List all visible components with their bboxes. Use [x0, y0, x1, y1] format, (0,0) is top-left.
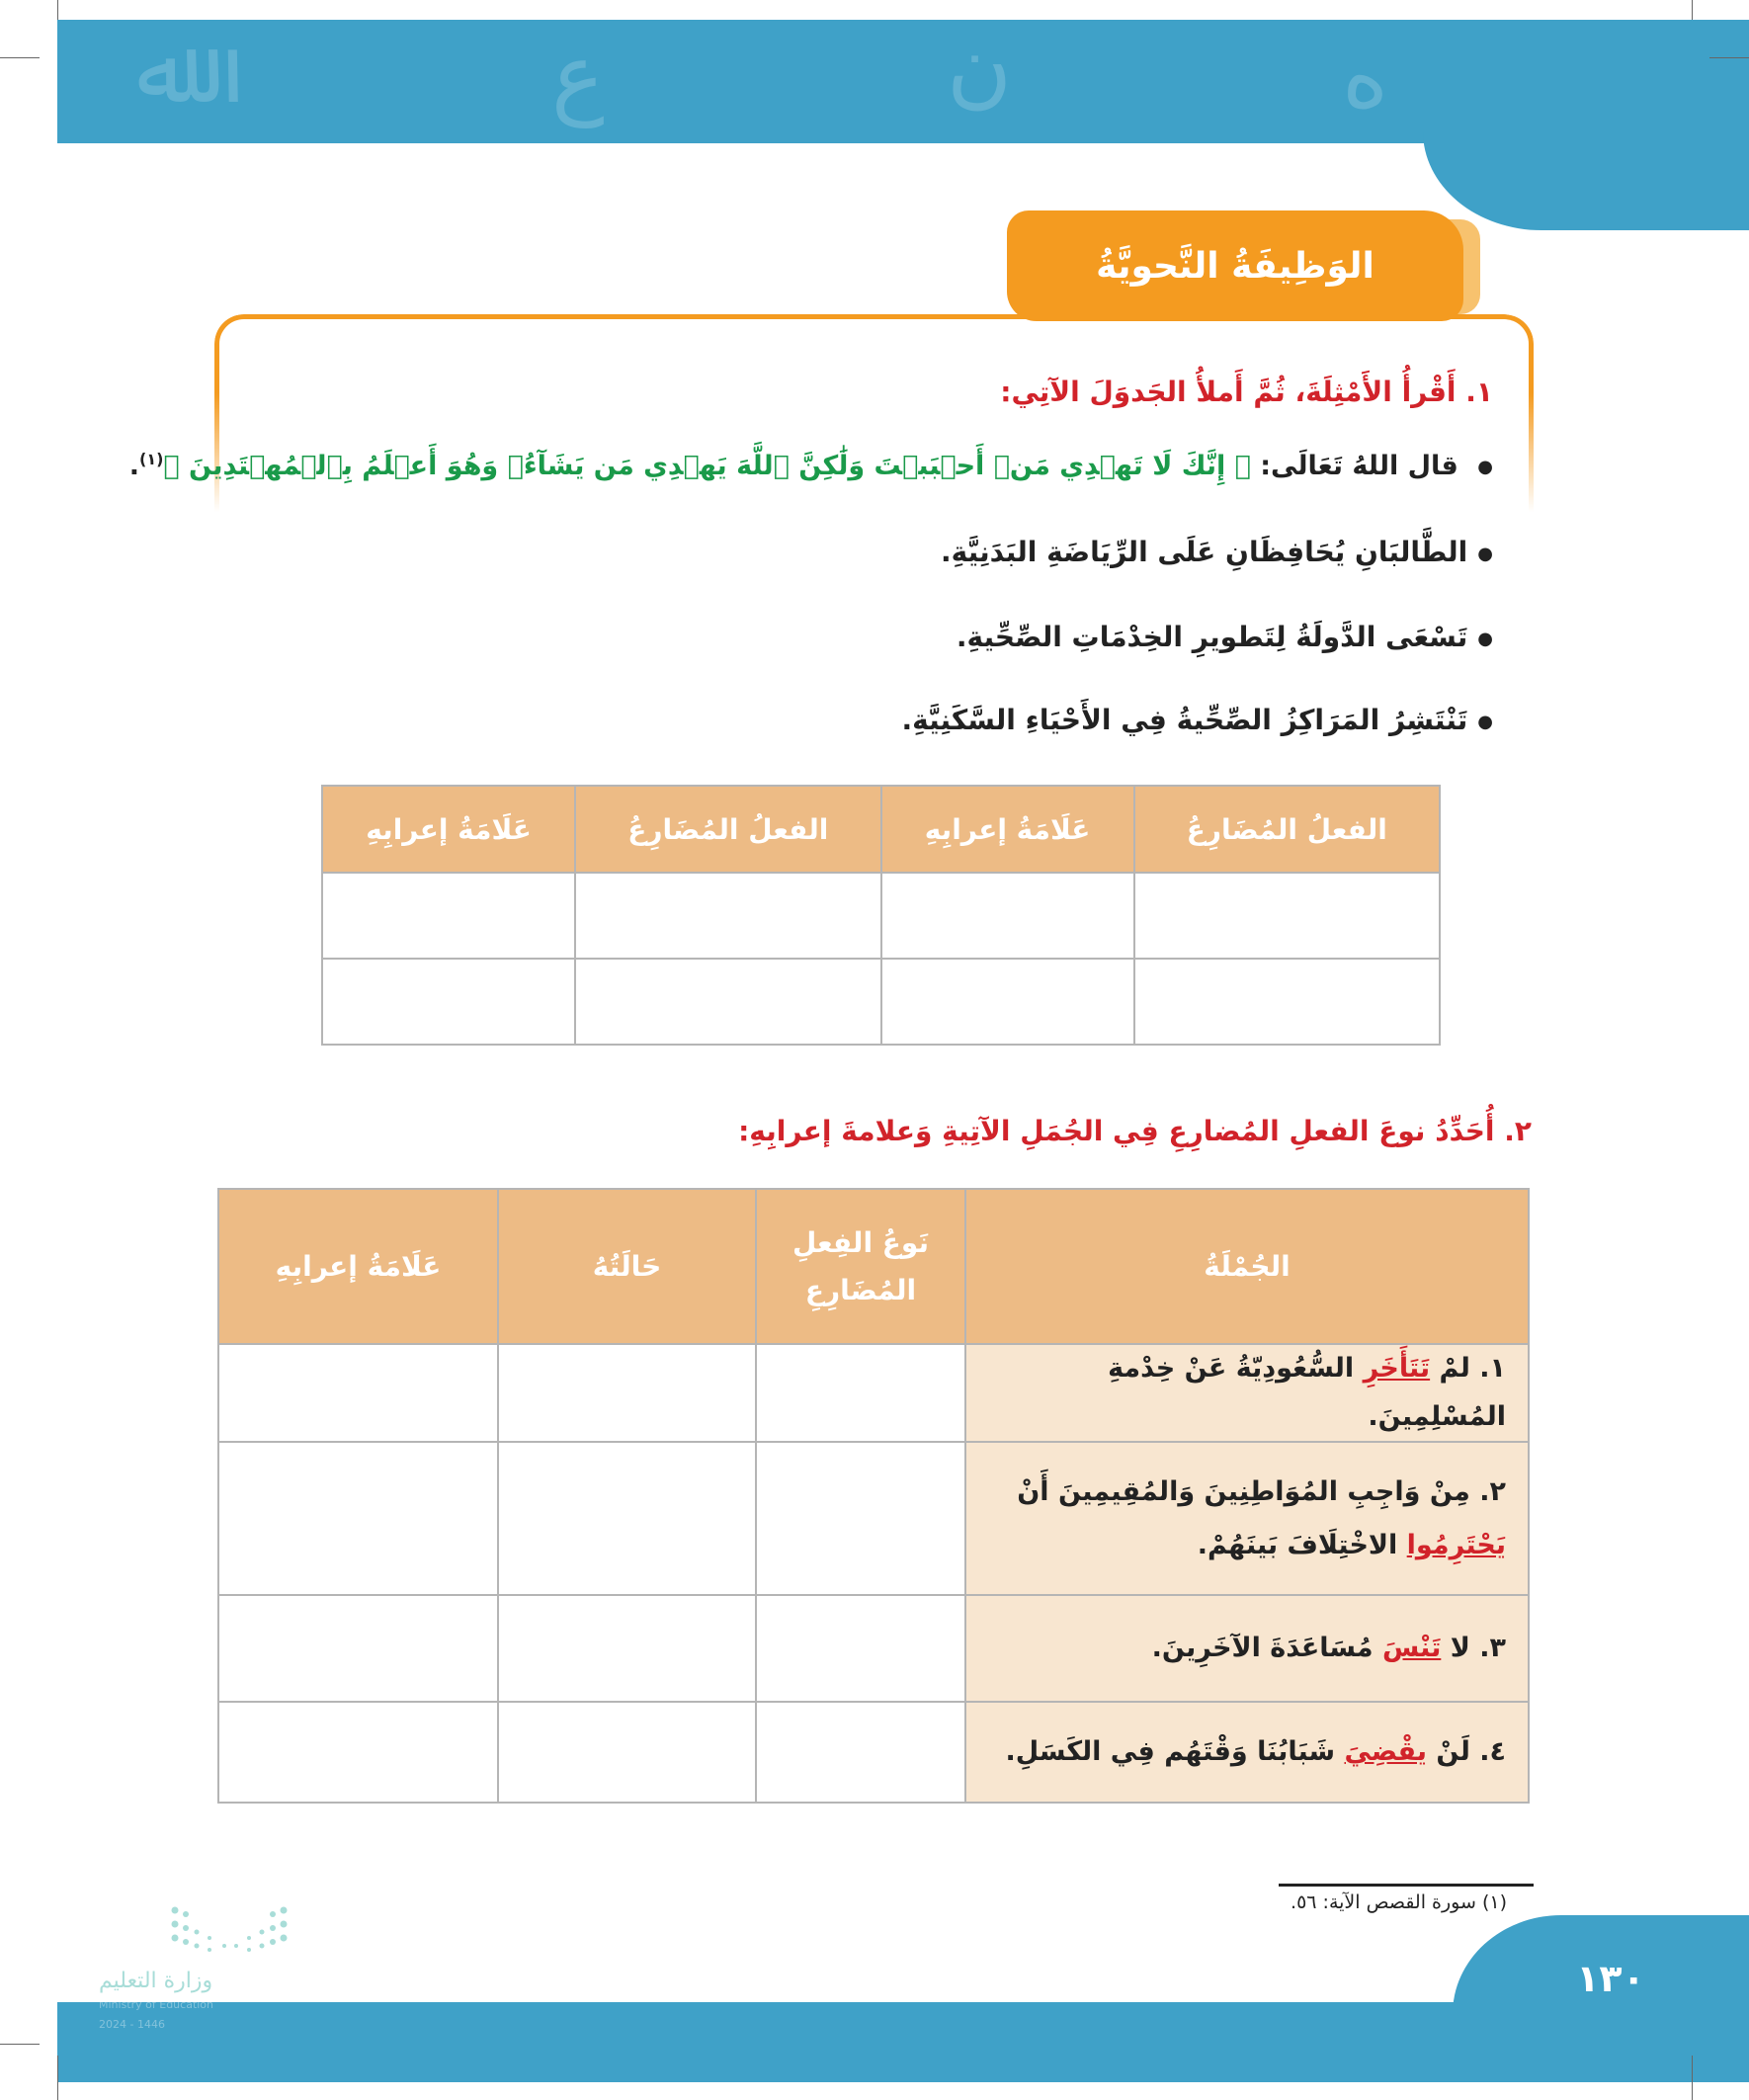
- answer-cell[interactable]: [218, 1442, 498, 1595]
- answer-cell[interactable]: [1134, 873, 1440, 959]
- table-row: [218, 1344, 1529, 1442]
- highlighted-verb: يَحْتَرِمُوا: [1406, 1529, 1506, 1560]
- sentence-cell: [965, 1344, 1529, 1442]
- highlighted-verb: يقْضِيَ: [1344, 1735, 1427, 1767]
- sentence-text: مِنْ وَاجِبِ المُوَاطِنِينَ وَالمُقِيمِينَ أَنْ: [1017, 1475, 1470, 1507]
- answer-cell[interactable]: [498, 1442, 756, 1595]
- answer-cell[interactable]: [218, 1595, 498, 1702]
- row-number: ٣.: [1469, 1632, 1506, 1663]
- sentence-text: السُّعُودِيّةُ عَنْ خِدْمةِ المُسْلِمِينَ.: [1108, 1353, 1506, 1432]
- crop-mark: [1692, 2056, 1693, 2100]
- logo-dots-icon: [170, 1902, 289, 1962]
- table-row: [218, 1702, 1529, 1803]
- sentence-text: الاخْتِلَافَ بَينَهُمْ.: [1197, 1529, 1407, 1560]
- highlighted-verb: تَتَأَخَرِ: [1363, 1353, 1431, 1384]
- answer-cell[interactable]: [218, 1344, 498, 1442]
- footnote-divider: [1279, 1884, 1534, 1887]
- sentence-text: مُسَاعَدَةَ الآخَرِينَ.: [1151, 1632, 1382, 1663]
- answer-cell[interactable]: [218, 1702, 498, 1803]
- logo-text-en: Ministry of Education: [99, 1998, 214, 2011]
- q1-table: [321, 785, 1441, 1046]
- table-row: [322, 959, 1440, 1045]
- crop-mark: [57, 0, 58, 20]
- q1-heading: ١. أَقْرأُ الأَمْثِلَةَ، ثُمَّ أَملأُ الجَدوَلَ الآتِي:: [1000, 376, 1493, 408]
- highlighted-verb: تَنْسَ: [1382, 1632, 1442, 1663]
- logo-text-ar: وزارة التعليم: [99, 1969, 213, 1993]
- q2-heading: ٢. أُحَدِّدُ نوعَ الفعلِ المُضارِعِ فِي الجُمَلِ الآتِيةِ وَعلامةَ إعرابِهِ:: [738, 1115, 1532, 1147]
- q2-header-sign: عَلَامَةُ إعرابِهِ: [218, 1189, 498, 1344]
- answer-cell[interactable]: [881, 959, 1134, 1045]
- ministry-logo: [99, 1897, 326, 2031]
- table-row: [322, 873, 1440, 959]
- table-row: [218, 1442, 1529, 1595]
- answer-cell[interactable]: [498, 1344, 756, 1442]
- answer-cell[interactable]: [322, 873, 575, 959]
- sentence-cell: [965, 1442, 1529, 1595]
- section-frame: [214, 314, 1534, 512]
- q2-header-state: حَالَتُهُ: [498, 1189, 756, 1344]
- answer-cell[interactable]: [756, 1442, 965, 1595]
- sentence-text: لمْ: [1430, 1353, 1470, 1384]
- quran-verse: ﴿ إِنَّكَ لَا تَهۡدِي مَنۡ أَحۡبَبۡتَ وَلَٰكِنَّ ٱللَّهَ يَهۡدِي مَن يَشَآءُۚ وَهُوَ أَعۡلَمُ بِٱلۡمُهۡتَدِينَ ﴾: [163, 451, 1251, 481]
- crop-mark: [1692, 0, 1693, 20]
- row-number: ٢.: [1469, 1475, 1506, 1507]
- row-number: ٤.: [1469, 1735, 1506, 1767]
- footnote: (١) سورة القصص الآية: ٥٦.: [1291, 1891, 1507, 1913]
- q2-table: [217, 1188, 1530, 1804]
- answer-cell[interactable]: [881, 873, 1134, 959]
- row-number: ١.: [1469, 1353, 1506, 1384]
- bullet-2: ● الطَّالبَانِ يُحَافِظَانِ عَلَى الرِّيَاضَةِ البَدَنِيَّةِ.: [941, 536, 1493, 568]
- bullet-3: ● تَسْعَى الدَّولَةُ لِتَطويرِ الخِدْمَاتِ الصِّحِّيةِ.: [957, 621, 1493, 653]
- sentence-text: لَنْ: [1427, 1735, 1470, 1767]
- page-number: ١٣٠: [1576, 1957, 1645, 2000]
- q2-header-verb-type: نَوعُ الفِعلِ المُضَارِعِ: [756, 1189, 965, 1344]
- lesson-title: الوَظِيفَةُ النَّحويَّةُ: [1007, 210, 1463, 321]
- footnote-ref: (١): [139, 450, 164, 468]
- q1-header-sign: عَلَامَةُ إعرابِهِ: [322, 786, 575, 873]
- crop-mark: [57, 2056, 58, 2100]
- bullet-4: ● تَنْتَشِرُ المَرَاكِزُ الصِّحِّيةُ فِي الأَحْيَاءِ السَّكَنِيَّةِ.: [901, 704, 1493, 736]
- answer-cell[interactable]: [756, 1595, 965, 1702]
- q1-header-sign: عَلَامَةُ إعرابِهِ: [881, 786, 1134, 873]
- sentence-cell: [965, 1702, 1529, 1803]
- q1-header-verb: الفعلُ المُضَارِعُ: [575, 786, 880, 873]
- bottom-banner: [57, 2002, 1749, 2082]
- q1-header-verb: الفعلُ المُضَارِعُ: [1134, 786, 1440, 873]
- quran-prefix: قال اللهُ تَعَالَى:: [1250, 451, 1458, 481]
- answer-cell[interactable]: [498, 1702, 756, 1803]
- answer-cell[interactable]: [1134, 959, 1440, 1045]
- top-banner: ﷲ ع ن ه: [57, 20, 1749, 143]
- answer-cell[interactable]: [575, 959, 880, 1045]
- crop-mark: [1709, 57, 1749, 58]
- logo-year: 2024 - 1446: [99, 2018, 165, 2031]
- answer-cell[interactable]: [575, 873, 880, 959]
- top-banner-curve: [1423, 119, 1749, 230]
- sentence-text: شَبَابُنَا وَقْتَهُم فِي الكَسَلِ.: [1005, 1735, 1345, 1767]
- crop-mark: [0, 2044, 40, 2045]
- sentence-text: لا: [1441, 1632, 1470, 1663]
- answer-cell[interactable]: [756, 1344, 965, 1442]
- bullet-quran: [129, 450, 1493, 481]
- answer-cell[interactable]: [322, 959, 575, 1045]
- crop-mark: [0, 57, 40, 58]
- quran-suffix: .: [128, 451, 140, 481]
- answer-cell[interactable]: [498, 1595, 756, 1702]
- q2-header-sentence: الجُمْلَةُ: [965, 1189, 1529, 1344]
- answer-cell[interactable]: [756, 1702, 965, 1803]
- sentence-cell: [965, 1595, 1529, 1702]
- table-row: [218, 1595, 1529, 1702]
